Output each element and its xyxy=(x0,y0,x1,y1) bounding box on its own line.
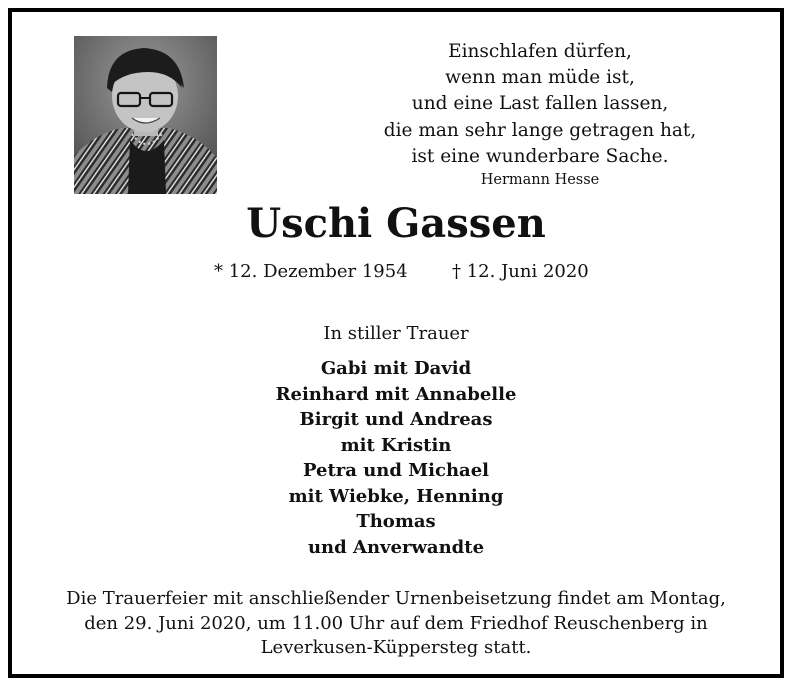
poem-author: Hermann Hesse xyxy=(480,172,600,189)
mourner-line: und Anverwandte xyxy=(307,536,485,558)
poem-line: ist eine wunderbare Sache. xyxy=(411,145,669,167)
funeral-service-info xyxy=(12,587,780,661)
mourner-line: Reinhard mit Annabelle xyxy=(275,383,517,405)
mourners-list xyxy=(12,356,780,560)
birth-date: * 12. Dezember 1954 xyxy=(214,261,408,282)
mourner-line: Birgit und Andreas xyxy=(299,409,493,430)
poem-line: Einschlafen dürfen, xyxy=(448,41,632,62)
obituary-notice xyxy=(8,8,784,678)
poem-line: die man sehr lange getragen hat, xyxy=(383,119,697,141)
poem xyxy=(330,39,750,190)
mourner-line: mit Kristin xyxy=(340,434,452,456)
deceased-name: Uschi Gassen xyxy=(246,200,546,247)
portrait-photo-icon xyxy=(74,36,217,194)
mourner-line: Petra und Michael xyxy=(302,460,490,481)
service-line: den 29. Juni 2020, um 11.00 Uhr auf dem Friedhof Reuschenberg in xyxy=(84,612,708,634)
mourner-line: Thomas xyxy=(356,511,436,532)
mourner-line: mit Wiebke, Henning xyxy=(288,485,504,507)
service-line: Die Trauerfeier mit anschließender Urnenbeisetzung findet am Montag, xyxy=(66,588,726,609)
mourning-heading: In stiller Trauer xyxy=(323,323,469,344)
poem-line: wenn man müde ist, xyxy=(445,67,635,89)
mourner-line: Gabi mit David xyxy=(320,358,472,379)
service-line: Leverkusen-Küppersteg statt. xyxy=(260,637,532,658)
poem-line: und eine Last fallen lassen, xyxy=(411,93,669,115)
portrait-photo xyxy=(74,36,217,194)
death-date: † 12. Juni 2020 xyxy=(452,261,589,282)
